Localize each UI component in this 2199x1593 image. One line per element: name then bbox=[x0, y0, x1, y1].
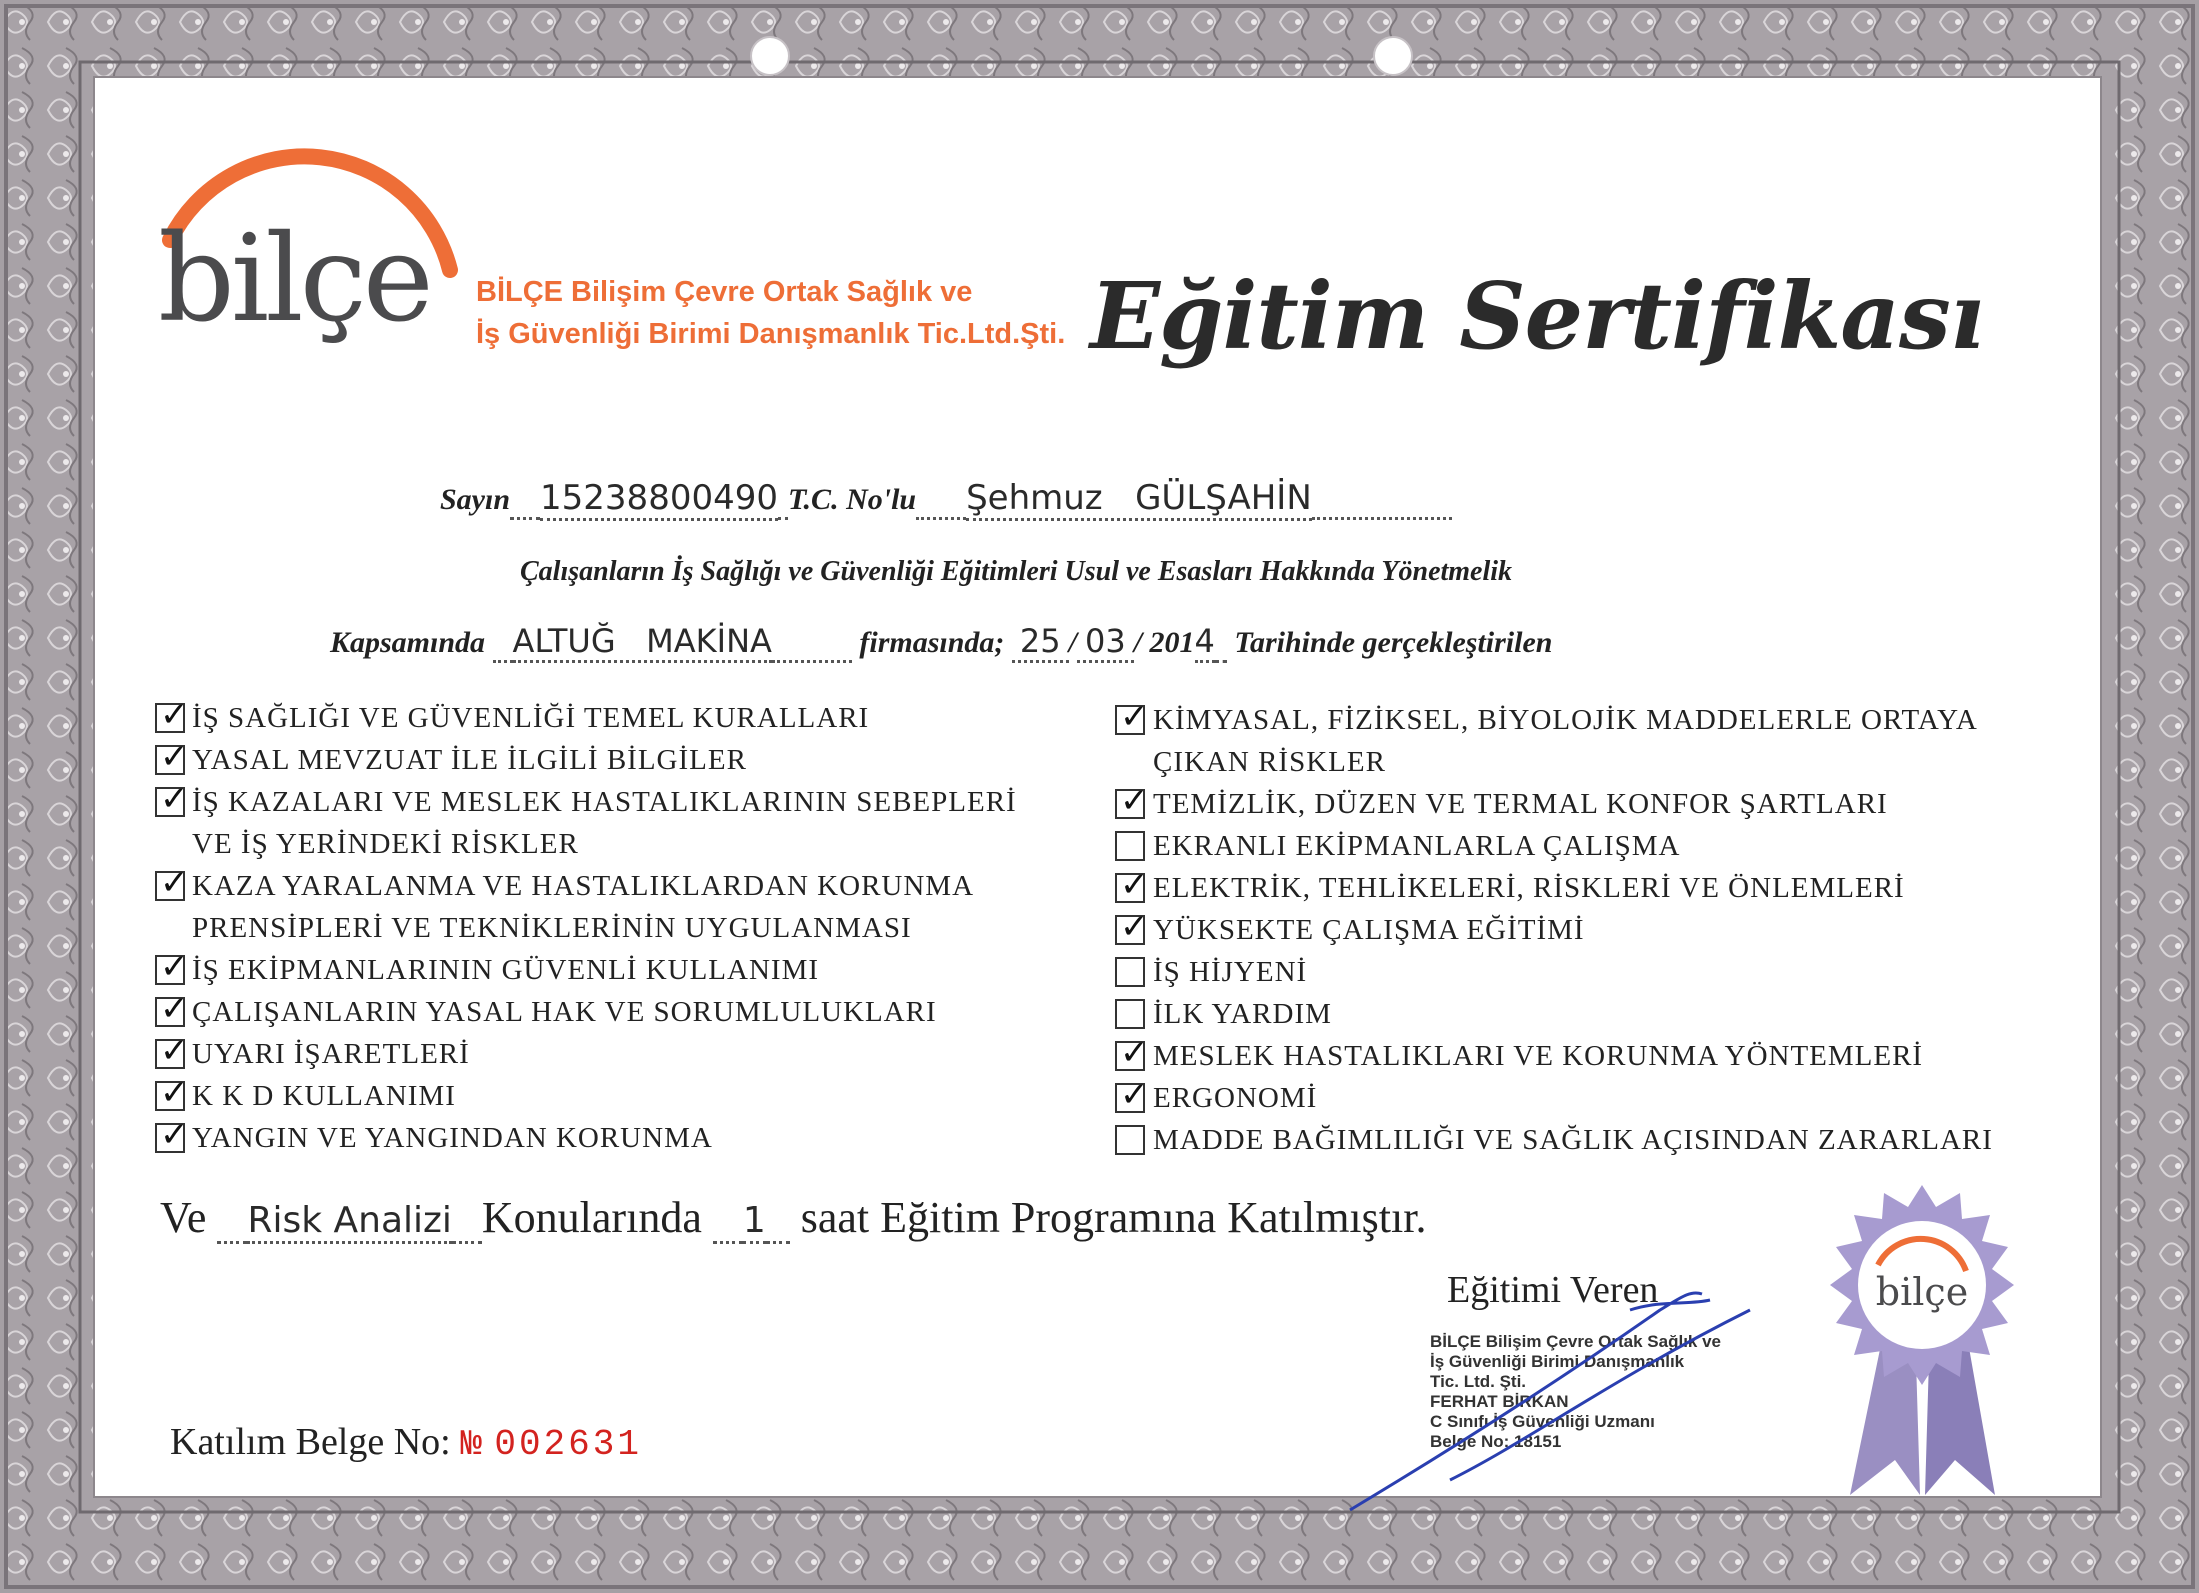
topic-item: İŞ KAZALARI VE MESLEK HASTALIKLARININ SEBEPLERİ bbox=[192, 786, 1017, 818]
topic-item-continued: PRENSİPLERİ VE TEKNİKLERİNİN UYGULANMASI bbox=[192, 912, 912, 944]
topic-checkbox[interactable] bbox=[155, 997, 185, 1027]
topic-checkbox[interactable] bbox=[155, 1039, 185, 1069]
tc-number: 15238800490 bbox=[540, 478, 778, 521]
stamp-line: Tic. Ltd. Şti. bbox=[1430, 1372, 1527, 1391]
topic-item: ERGONOMİ bbox=[1153, 1082, 1318, 1114]
doc-number-value: 002631 bbox=[494, 1424, 642, 1465]
participant-line bbox=[440, 478, 1452, 521]
participant-name: Şehmuz GÜLŞAHİN bbox=[966, 478, 1312, 521]
topic-item: YASAL MEVZUAT İLE İLGİLİ BİLGİLER bbox=[192, 744, 747, 776]
konular-label: Konularında bbox=[481, 1193, 702, 1242]
date-day: 25 bbox=[1012, 622, 1069, 663]
rosette-text: bilçe bbox=[1875, 1270, 1969, 1314]
topic-item: YÜKSEKTE ÇALIŞMA EĞİTİMİ bbox=[1153, 914, 1585, 946]
company-name-line1: BİLÇE Bilişim Çevre Ortak Sağlık ve bbox=[476, 276, 973, 308]
topic-item: İŞ SAĞLIĞI VE GÜVENLİĞİ TEMEL KURALLARI bbox=[192, 702, 870, 734]
topic-item: İŞ EKİPMANLARININ GÜVENLİ KULLANIMI bbox=[192, 954, 820, 986]
topic-checkbox[interactable] bbox=[155, 787, 185, 817]
stamp-line: C Sınıfı İş Güvenliği Uzmanı bbox=[1430, 1412, 1655, 1431]
topic-item: UYARI İŞARETLERİ bbox=[192, 1038, 470, 1070]
closing-suffix: saat Eğitim Programına Katılmıştır. bbox=[800, 1193, 1427, 1242]
stamp-line: BİLÇE Bilişim Çevre Ortak Sağlık ve bbox=[1430, 1332, 1722, 1351]
topic-checkbox[interactable] bbox=[155, 703, 185, 733]
topic-checkbox[interactable] bbox=[1115, 873, 1145, 903]
topic-item: KİMYASAL, FİZİKSEL, BİYOLOJİK MADDELERLE ORTAYA bbox=[1153, 704, 1978, 736]
topic-checkbox[interactable] bbox=[1115, 915, 1145, 945]
topic-checkbox[interactable] bbox=[1115, 1125, 1145, 1155]
topic-checkbox[interactable] bbox=[155, 745, 185, 775]
date-year-prefix: 201 bbox=[1149, 626, 1195, 659]
topic-item: K K D KULLANIMI bbox=[192, 1080, 456, 1112]
instructor-label: Eğitimi Veren bbox=[1447, 1269, 1659, 1311]
closing-sentence bbox=[160, 1192, 1426, 1244]
topic-item: TEMİZLİK, DÜZEN VE TERMAL KONFOR ŞARTLARI bbox=[1153, 788, 1888, 820]
topic-item: ELEKTRİK, TEHLİKELERİ, RİSKLERİ VE ÖNLEMLERİ bbox=[1153, 872, 1905, 904]
topic-item: MESLEK HASTALIKLARI VE KORUNMA YÖNTEMLERİ bbox=[1153, 1040, 1924, 1072]
topic-checkbox[interactable] bbox=[1115, 789, 1145, 819]
topic-checkbox[interactable] bbox=[1115, 1041, 1145, 1071]
stamp-line: FERHAT BİRKAN bbox=[1430, 1392, 1569, 1411]
date-year-suffix: 4 bbox=[1195, 622, 1215, 663]
punch-hole-right bbox=[1373, 36, 1413, 76]
topic-item: KAZA YARALANMA VE HASTALIKLARDAN KORUNMA bbox=[192, 870, 975, 902]
company-name-line2: İş Güvenliği Birimi Danışmanlık Tic.Ltd.Şti. bbox=[476, 318, 1066, 350]
topic-checkbox[interactable] bbox=[1115, 705, 1145, 735]
punch-hole-left bbox=[750, 36, 790, 76]
topic-checkbox[interactable] bbox=[1115, 1083, 1145, 1113]
participation-document-number bbox=[170, 1420, 642, 1465]
topic-checkbox[interactable] bbox=[1115, 831, 1145, 861]
topic-item-continued: VE İŞ YERİNDEKİ RİSKLER bbox=[192, 828, 579, 860]
doc-number-symbol: № bbox=[460, 1424, 485, 1465]
topic-checkbox[interactable] bbox=[155, 955, 185, 985]
topic-checkbox[interactable] bbox=[155, 871, 185, 901]
topic-checkbox[interactable] bbox=[155, 1081, 185, 1111]
doc-number-label: Katılım Belge No: bbox=[170, 1421, 451, 1463]
company-field: ALTUĞ MAKİNA bbox=[513, 622, 772, 663]
topic-item: MADDE BAĞIMLILIĞI VE SAĞLIK AÇISINDAN ZARARLARI bbox=[1153, 1124, 1993, 1156]
tc-label: T.C. No'lu bbox=[787, 483, 917, 516]
topic-item: İLK YARDIM bbox=[1153, 998, 1332, 1030]
topic-checkbox[interactable] bbox=[155, 1123, 185, 1153]
topic-item: EKRANLI EKİPMANLARLA ÇALIŞMA bbox=[1153, 830, 1681, 862]
topic-item: ÇALIŞANLARIN YASAL HAK VE SORUMLULUKLARI bbox=[192, 996, 937, 1028]
topic-checkbox[interactable] bbox=[1115, 999, 1145, 1029]
stamp-line: İş Güvenliği Birimi Danışmanlık bbox=[1430, 1352, 1685, 1371]
certificate-title: Eğitim Sertifikası bbox=[1090, 262, 1984, 370]
stamp-line: Belge No: 18151 bbox=[1430, 1432, 1562, 1451]
scope-line: Kapsamında ALTUĞ MAKİNA firmasında; 25 / 03 / 2014 Tarihinde gerçekleştirilen bbox=[330, 622, 1552, 663]
regulation-text: Çalışanların İş Sağlığı ve Güvenliği Eğitimleri Usul ve Esasları Hakkında Yönetmelik bbox=[520, 556, 1513, 587]
logo-wordmark: bilçe bbox=[158, 210, 430, 349]
extra-topic-field: Risk Analizi bbox=[247, 1200, 451, 1244]
topic-checkbox[interactable] bbox=[1115, 957, 1145, 987]
closing-prefix: Ve bbox=[160, 1193, 207, 1242]
signature-scribble bbox=[1330, 1270, 1780, 1520]
hours-field: 1 bbox=[743, 1200, 766, 1244]
date-month: 03 bbox=[1077, 622, 1134, 663]
topic-item: İŞ HİJYENİ bbox=[1153, 956, 1308, 988]
firmasinda-label: firmasında; bbox=[859, 626, 1005, 659]
sayin-label: Sayın bbox=[440, 483, 511, 516]
topic-item-continued: ÇIKAN RİSKLER bbox=[1153, 746, 1386, 778]
tarihinde-label: Tarihinde gerçekleştirilen bbox=[1234, 626, 1553, 659]
kapsaminda-label: Kapsamında bbox=[330, 626, 486, 659]
topic-item: YANGIN VE YANGINDAN KORUNMA bbox=[192, 1122, 713, 1154]
rosette-seal-icon bbox=[1815, 1175, 2030, 1500]
